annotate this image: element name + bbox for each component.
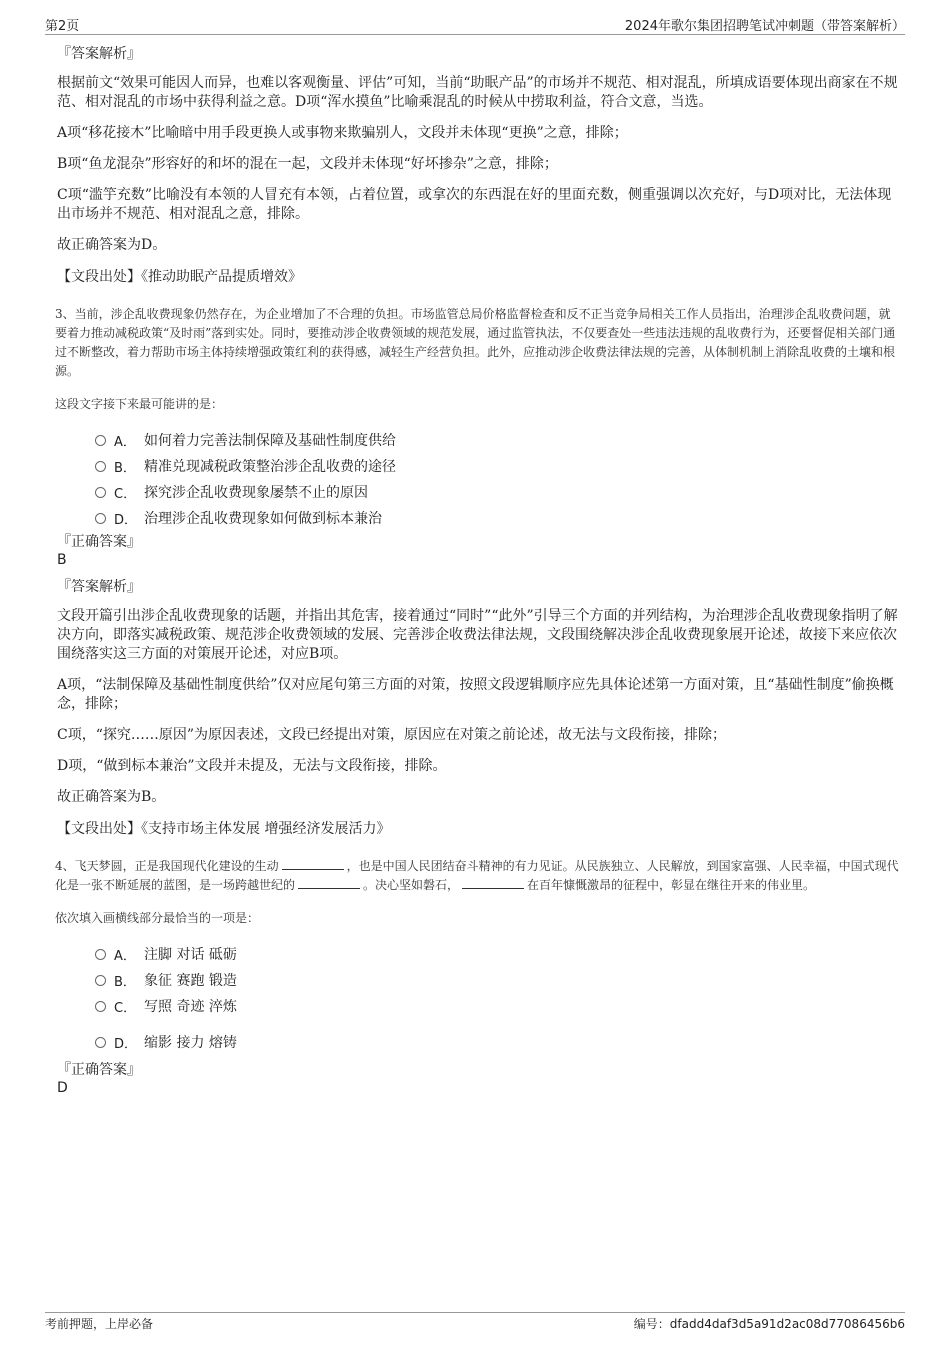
option-letter: B． bbox=[114, 974, 136, 990]
radio-icon[interactable] bbox=[95, 435, 106, 446]
analysis-paragraph: B项“鱼龙混杂”形容好的和坏的混在一起，文段并未体现“好坏掺杂”之意，排除； bbox=[57, 156, 558, 172]
radio-icon[interactable] bbox=[95, 975, 106, 986]
option-a[interactable] bbox=[95, 427, 900, 453]
option-text: 治理涉企乱收费现象如何做到标本兼治 bbox=[144, 511, 382, 527]
code-label: 编号： bbox=[633, 1316, 670, 1331]
analysis-paragraph: 根据前文“效果可能因人而异，也难以客观衡量、评估”可知，当前“助眠产品”的市场并不规范、相对混乱，所填成语要体现出商家在不规范、相对混乱的市场中获得利益之意。D项“浑水摸鱼”比喻乘混乱的时候从中捞取利益，符合文意，当选。 bbox=[57, 75, 898, 110]
question-3-options bbox=[95, 427, 900, 531]
question-4-prompt: 依次填入画横线部分最恰当的一项是： bbox=[55, 911, 260, 925]
analysis-paragraph: C项，“探究……原因”为原因表述，文段已经提出对策，原因应在对策之前论述，故无法与文段衔接，排除； bbox=[57, 727, 727, 743]
analysis-paragraph: 故正确答案为B。 bbox=[57, 789, 166, 805]
option-letter: A． bbox=[114, 434, 136, 450]
option-text: 精准兑现减税政策整治涉企乱收费的途径 bbox=[144, 459, 396, 475]
source-citation: 【文段出处】《推动助眠产品提质增效》 bbox=[57, 269, 302, 285]
analysis-paragraph: D项，“做到标本兼治”文段并未提及，无法与文段衔接，排除。 bbox=[57, 758, 447, 774]
option-letter: C． bbox=[114, 486, 137, 502]
analysis-label: 『答案解析』 bbox=[57, 46, 141, 62]
fill-blank bbox=[462, 876, 524, 889]
radio-icon[interactable] bbox=[95, 461, 106, 472]
option-d[interactable] bbox=[95, 1029, 900, 1055]
page-content bbox=[55, 44, 900, 1105]
analysis-paragraph: A项，“法制保障及基础性制度供给”仅对应尾句第三方面的对策，按照文段逻辑顺序应先具体论述第一方面对策，且“基础性制度”偷换概念，排除； bbox=[57, 677, 894, 712]
fill-blank bbox=[298, 876, 360, 889]
page-header bbox=[45, 14, 905, 35]
answer-label: 『正确答案』 bbox=[57, 534, 141, 550]
page-footer bbox=[45, 1312, 905, 1333]
option-c[interactable] bbox=[95, 479, 900, 505]
option-text: 如何着力完善法制保障及基础性制度供给 bbox=[144, 433, 396, 449]
question-3-text: 3、当前，涉企乱收费现象仍然存在，为企业增加了不合理的负担。市场监管总局价格监督检查和反不正当竞争局相关工作人员指出，治理涉企乱收费问题，就要着力推动减税政策“及时雨”落到实处。同时，要推动涉企收费领域的规范发展，通过监管执法，不仅要查处一些违法违规的乱收费行为，还要督促相关部门通过不断整改，着力帮助市场主体持续增强政策红利的获得感，减轻生产经营负担。此外，应推动涉企收费法律法规的完善，从体制机制上消除乱收费的土壤和根源。 bbox=[55, 307, 896, 378]
radio-icon[interactable] bbox=[95, 513, 106, 524]
analysis-paragraph: 故正确答案为D。 bbox=[57, 237, 167, 253]
document-code bbox=[634, 1315, 905, 1332]
option-letter: C． bbox=[114, 1000, 137, 1016]
question-4-text bbox=[55, 857, 900, 895]
option-letter: B． bbox=[114, 460, 136, 476]
option-text: 缩影 接力 熔铸 bbox=[144, 1035, 237, 1051]
option-text: 注脚 对话 砥砺 bbox=[144, 947, 237, 963]
option-d[interactable] bbox=[95, 505, 900, 531]
fill-blank bbox=[282, 857, 344, 870]
question-text-part: 。决心坚如磐石， bbox=[363, 878, 460, 892]
option-a[interactable] bbox=[95, 941, 900, 967]
question-text-part: 4、飞天梦圆，正是我国现代化建设的生动 bbox=[55, 859, 279, 873]
code-value: dfadd4daf3d5a91d2ac08d77086456b6 bbox=[669, 1316, 905, 1331]
footer-slogan: 考前押题，上岸必备 bbox=[45, 1316, 154, 1331]
analysis-paragraph: C项“滥竽充数”比喻没有本领的人冒充有本领，占着位置，或拿次的东西混在好的里面充数，侧重强调以次充好，与D项对比，无法体现出市场并不规范、相对混乱之意，排除。 bbox=[57, 187, 892, 222]
option-b[interactable] bbox=[95, 453, 900, 479]
correct-answer: D bbox=[57, 1080, 68, 1096]
option-text: 写照 奇迹 淬炼 bbox=[144, 999, 237, 1015]
question-3-prompt: 这段文字接下来最可能讲的是： bbox=[55, 397, 224, 411]
option-text: 象征 赛跑 锻造 bbox=[144, 973, 237, 989]
page-number: 第2页 bbox=[45, 18, 80, 34]
question-4-options bbox=[95, 941, 900, 1055]
question-text-part: ，也是中国人民团结奋斗精神的有力见证。从民族独立、人民解放，到国家富强、人民幸福，中国式现代化是一张不断延展的蓝图，是一场跨越世纪的 bbox=[55, 859, 899, 892]
radio-icon[interactable] bbox=[95, 1001, 106, 1012]
option-letter: D． bbox=[114, 1036, 138, 1052]
option-text: 探究涉企乱收费现象屡禁不止的原因 bbox=[144, 485, 368, 501]
question-text-part: 在百年慷慨激昂的征程中，彰显在继往开来的伟业里。 bbox=[527, 878, 816, 892]
source-citation: 【文段出处】《支持市场主体发展 增强经济发展活力》 bbox=[57, 821, 391, 837]
correct-answer: B bbox=[57, 552, 67, 568]
document-title: 2024年歌尔集团招聘笔试冲刺题（带答案解析） bbox=[624, 18, 905, 34]
option-b[interactable] bbox=[95, 967, 900, 993]
analysis-label: 『答案解析』 bbox=[57, 579, 141, 595]
option-letter: A． bbox=[114, 948, 136, 964]
option-c[interactable] bbox=[95, 993, 900, 1019]
answer-label: 『正确答案』 bbox=[57, 1062, 141, 1078]
option-letter: D． bbox=[114, 512, 138, 528]
radio-icon[interactable] bbox=[95, 487, 106, 498]
radio-icon[interactable] bbox=[95, 949, 106, 960]
analysis-paragraph: A项“移花接木”比喻暗中用手段更换人或事物来欺骗别人，文段并未体现“更换”之意，排除； bbox=[57, 125, 628, 141]
analysis-paragraph: 文段开篇引出涉企乱收费现象的话题，并指出其危害，接着通过“同时”“此外”引导三个方面的并列结构，为治理涉企乱收费现象指明了解决方向，即落实减税政策、规范涉企收费领域的发展、完善涉企收费法律法规，文段围绕解决涉企乱收费现象展开论述，故接下来应依次围绕落实这三方面的对策展开论述，对应B项。 bbox=[57, 608, 898, 662]
radio-icon[interactable] bbox=[95, 1037, 106, 1048]
